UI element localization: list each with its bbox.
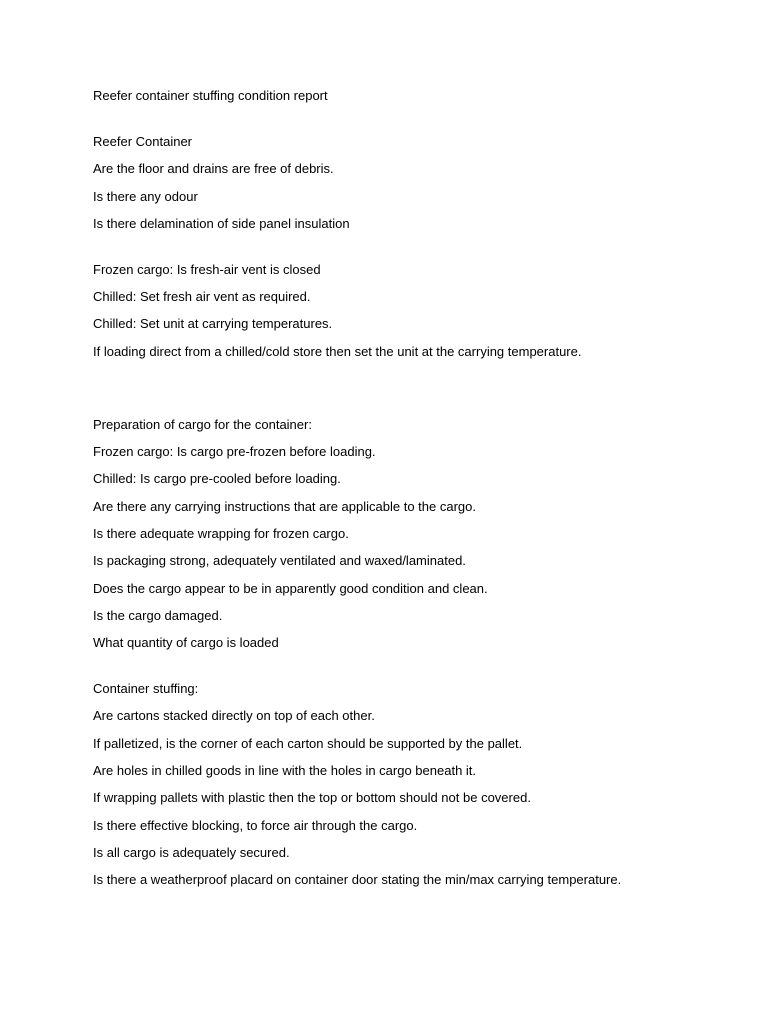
checklist-line: Is there a weatherproof placard on container door stating the min/max carrying temperature. — [93, 872, 622, 888]
checklist-line: Chilled: Set fresh air vent as required. — [93, 289, 311, 305]
checklist-line: Is the cargo damaged. — [93, 607, 223, 623]
checklist-line: Are cartons stacked directly on top of each other. — [93, 708, 375, 724]
document-title: Reefer container stuffing condition report — [93, 88, 328, 103]
section-container-stuffing — [93, 679, 743, 889]
checklist-line: Chilled: Is cargo pre-cooled before loading. — [93, 471, 341, 487]
checklist-line: What quantity of cargo is loaded — [93, 635, 279, 651]
document-page — [93, 86, 743, 898]
checklist-line: If palletized, is the corner of each carton should be supported by the pallet. — [93, 735, 523, 751]
checklist-line: If loading direct from a chilled/cold store then set the unit at the carrying temperature. — [93, 343, 582, 359]
checklist-line: Are the floor and drains are free of debris. — [93, 161, 334, 177]
section-cargo-preparation — [93, 415, 743, 652]
checklist-line: Are holes in chilled goods in line with the holes in cargo beneath it. — [93, 763, 477, 779]
section-heading: Reefer Container — [93, 134, 192, 149]
checklist-line: Chilled: Set unit at carrying temperatures. — [93, 316, 333, 332]
checklist-line: Is there any odour — [93, 188, 198, 204]
section-heading: Preparation of cargo for the container: — [93, 416, 312, 432]
checklist-line: Is packaging strong, adequately ventilated and waxed/laminated. — [93, 553, 466, 569]
checklist-line: If wrapping pallets with plastic then the top or bottom should not be covered. — [93, 790, 531, 806]
section-reefer-container — [93, 132, 743, 233]
checklist-line: Frozen cargo: Is cargo pre-frozen before loading. — [93, 444, 376, 460]
checklist-line: Does the cargo appear to be in apparently good condition and clean. — [93, 580, 488, 596]
checklist-line: Are there any carrying instructions that are applicable to the cargo. — [93, 498, 476, 514]
checklist-line: Is there adequate wrapping for frozen cargo. — [93, 525, 349, 541]
section-heading: Container stuffing: — [93, 681, 199, 697]
checklist-line: Is there delamination of side panel insulation — [93, 215, 350, 231]
checklist-line: Is all cargo is adequately secured. — [93, 844, 290, 860]
checklist-line: Is there effective blocking, to force air through the cargo. — [93, 817, 418, 833]
checklist-line: Frozen cargo: Is fresh-air vent is closed — [93, 261, 321, 277]
section-vent-settings — [93, 260, 743, 361]
